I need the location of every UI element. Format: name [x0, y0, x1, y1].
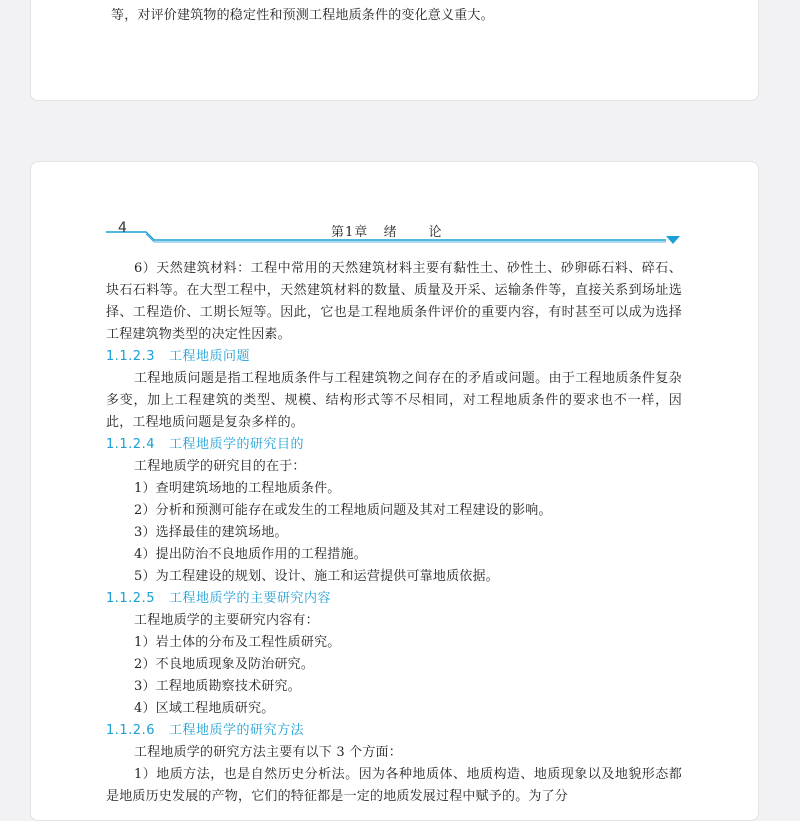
chapter-title: 第1章 绪 论 [331, 225, 443, 240]
paragraph: 工程地质学的研究方法主要有以下 3 个方面： [134, 745, 402, 760]
paragraph: 工程地质学的研究目的在于： [134, 459, 306, 474]
section-number: 1.1.2.4 [106, 437, 155, 452]
section-title: 工程地质学的主要研究内容 [168, 591, 331, 606]
previous-page-last-line: 等，对评价建筑物的稳定性和预测工程地质条件的变化意义重大。 [111, 8, 494, 23]
list-item: 1）岩土体的分布及工程性质研究。 [134, 635, 341, 650]
section-heading [106, 720, 682, 742]
paragraph: 6）天然建筑材料：工程中常用的天然建筑材料主要有黏性土、砂性土、砂卵砾石料、碎石、块石石料等。在大型工程中，天然建筑材料的数量、质量及开采、运输条件等，直接关系到场址选择、工程造价、工期长短等。因此，它也是工程地质条件评价的重要内容，有时甚至可以成为选择工程建筑物类型的决定性因素。 [106, 261, 682, 342]
list-item: 4）提出防治不良地质作用的工程措施。 [134, 547, 367, 562]
section-number: 1.1.2.6 [106, 723, 155, 738]
list-item: 1）查明建筑场地的工程地质条件。 [134, 481, 341, 496]
section-title: 工程地质学的研究方法 [168, 723, 304, 738]
header-arrow-icon [666, 236, 680, 244]
page-number: 4 [118, 220, 127, 236]
paragraph: 工程地质问题是指工程地质条件与工程建筑物之间存在的矛盾或问题。由于工程地质条件复杂多变，加上工程建筑的类型、规模、结构形式等不尽相同，对工程地质条件的要求也不一样，因此，工程地质问题是复杂多样的。 [106, 371, 682, 430]
section-title: 工程地质问题 [168, 349, 250, 364]
paragraph: 工程地质学的主要研究内容有： [134, 613, 319, 628]
section-title: 工程地质学的研究目的 [168, 437, 304, 452]
list-item: 4）区域工程地质研究。 [134, 701, 275, 716]
running-header [106, 218, 683, 248]
list-item: 5）为工程建设的规划、设计、施工和运营提供可靠地质依据。 [134, 569, 499, 584]
section-number: 1.1.2.5 [106, 591, 155, 606]
section-heading [106, 588, 682, 610]
list-item: 2）分析和预测可能存在或发生的工程地质问题及其对工程建设的影响。 [134, 503, 552, 518]
list-item: 3）选择最佳的建筑场地。 [134, 525, 288, 540]
page-body [106, 258, 682, 808]
book-page-card [30, 161, 759, 821]
paragraph: 1）地质方法，也是自然历史分析法。因为各种地质体、地质构造、地质现象以及地貌形态都是地质历史发展的产物，它们的特征都是一定的地质发展过程中赋予的。为了分 [106, 767, 682, 804]
section-heading [106, 346, 682, 368]
previous-page-card [30, 0, 759, 101]
section-number: 1.1.2.3 [106, 349, 155, 364]
section-heading [106, 434, 682, 456]
list-item: 3）工程地质勘察技术研究。 [134, 679, 301, 694]
list-item: 2）不良地质现象及防治研究。 [134, 657, 315, 672]
